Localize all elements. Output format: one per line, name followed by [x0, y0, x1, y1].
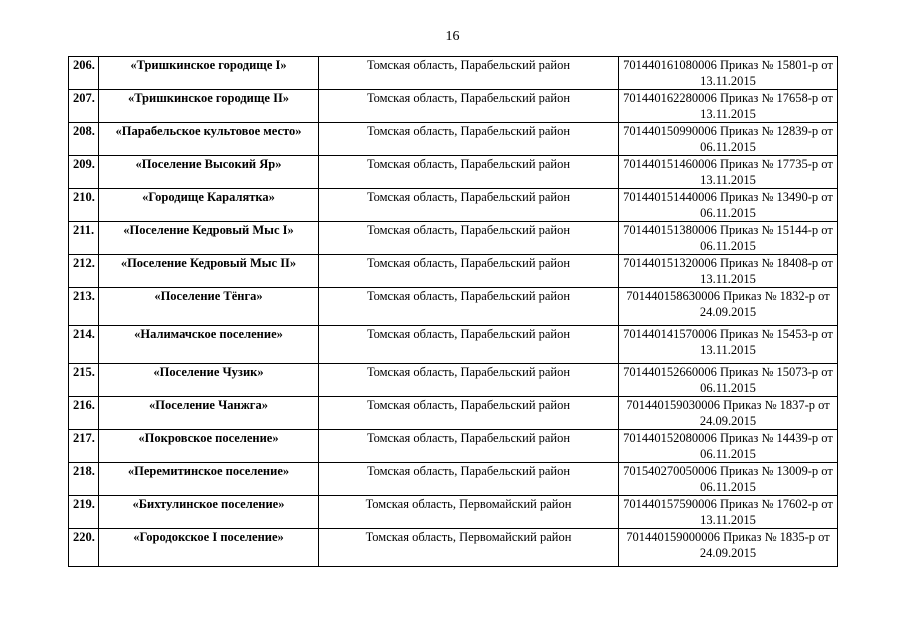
object-name: «Поселение Чанжга» — [99, 397, 319, 430]
object-location: Томская область, Парабельский район — [319, 222, 619, 255]
row-number: 212. — [69, 255, 99, 288]
table-row — [69, 463, 838, 496]
row-number: 219. — [69, 496, 99, 529]
object-name: «Поселение Кедровый Мыс II» — [99, 255, 319, 288]
object-location: Томская область, Парабельский район — [319, 364, 619, 397]
row-number: 220. — [69, 529, 99, 567]
registration-document: 701440151320006 Приказ № 18408-р от 13.11.2015 — [619, 255, 838, 288]
table-body — [69, 57, 838, 567]
object-location: Томская область, Парабельский район — [319, 90, 619, 123]
table-row — [69, 255, 838, 288]
object-name: «Городокское I поселение» — [99, 529, 319, 567]
table-row — [69, 189, 838, 222]
object-name: «Покровское поселение» — [99, 430, 319, 463]
row-number: 210. — [69, 189, 99, 222]
table-row — [69, 57, 838, 90]
object-name: «Перемитинское поселение» — [99, 463, 319, 496]
table-row — [69, 529, 838, 567]
object-location: Томская область, Парабельский район — [319, 189, 619, 222]
object-name: «Бихтулинское поселение» — [99, 496, 319, 529]
object-name: «Поселение Высокий Яр» — [99, 156, 319, 189]
object-name: «Тришкинское городище I» — [99, 57, 319, 90]
registration-document: 701440158630006 Приказ № 1832-р от 24.09.2015 — [619, 288, 838, 326]
object-name: «Городище Каралятка» — [99, 189, 319, 222]
row-number: 218. — [69, 463, 99, 496]
page-number: 16 — [445, 29, 460, 44]
table-row — [69, 364, 838, 397]
object-location: Томская область, Первомайский район — [319, 529, 619, 567]
registration-document: 701440151460006 Приказ № 17735-р от 13.11.2015 — [619, 156, 838, 189]
table-row — [69, 90, 838, 123]
row-number: 207. — [69, 90, 99, 123]
object-location: Томская область, Парабельский район — [319, 430, 619, 463]
row-number: 213. — [69, 288, 99, 326]
registration-document: 701440152660006 Приказ № 15073-р от 06.11.2015 — [619, 364, 838, 397]
object-location: Томская область, Парабельский район — [319, 156, 619, 189]
table-row — [69, 123, 838, 156]
object-location: Томская область, Парабельский район — [319, 288, 619, 326]
row-number: 214. — [69, 326, 99, 364]
object-name: «Поселение Кедровый Мыс I» — [99, 222, 319, 255]
row-number: 216. — [69, 397, 99, 430]
registration-document: 701440159030006 Приказ № 1837-р от 24.09.2015 — [619, 397, 838, 430]
row-number: 211. — [69, 222, 99, 255]
object-location: Томская область, Парабельский район — [319, 255, 619, 288]
registration-document: 701440151440006 Приказ № 13490-р от 06.11.2015 — [619, 189, 838, 222]
table-row — [69, 430, 838, 463]
registration-document: 701440159000006 Приказ № 1835-р от 24.09.2015 — [619, 529, 838, 567]
registration-document: 701440161080006 Приказ № 15801-р от 13.11.2015 — [619, 57, 838, 90]
registration-document: 701440151380006 Приказ № 15144-р от 06.11.2015 — [619, 222, 838, 255]
object-name: «Налимачское поселение» — [99, 326, 319, 364]
object-location: Томская область, Первомайский район — [319, 496, 619, 529]
row-number: 206. — [69, 57, 99, 90]
object-name: «Поселение Чузик» — [99, 364, 319, 397]
registration-document: 701440157590006 Приказ № 17602-р от 13.11.2015 — [619, 496, 838, 529]
registration-document: 701540270050006 Приказ № 13009-р от 06.11.2015 — [619, 463, 838, 496]
table-row — [69, 156, 838, 189]
object-location: Томская область, Парабельский район — [319, 326, 619, 364]
object-name: «Парабельское культовое место» — [99, 123, 319, 156]
registration-document: 701440141570006 Приказ № 15453-р от 13.11.2015 — [619, 326, 838, 364]
object-location: Томская область, Парабельский район — [319, 57, 619, 90]
object-name: «Тришкинское городище II» — [99, 90, 319, 123]
table-row — [69, 496, 838, 529]
table-row — [69, 397, 838, 430]
row-number: 208. — [69, 123, 99, 156]
table-row — [69, 222, 838, 255]
registration-document: 701440150990006 Приказ № 12839-р от 06.11.2015 — [619, 123, 838, 156]
row-number: 209. — [69, 156, 99, 189]
object-name: «Поселение Тёнга» — [99, 288, 319, 326]
row-number: 217. — [69, 430, 99, 463]
object-location: Томская область, Парабельский район — [319, 463, 619, 496]
table-row — [69, 288, 838, 326]
monuments-table — [68, 56, 838, 567]
object-location: Томская область, Парабельский район — [319, 123, 619, 156]
registration-document: 701440152080006 Приказ № 14439-р от 06.11.2015 — [619, 430, 838, 463]
object-location: Томская область, Парабельский район — [319, 397, 619, 430]
table-row — [69, 326, 838, 364]
row-number: 215. — [69, 364, 99, 397]
registration-document: 701440162280006 Приказ № 17658-р от 13.11.2015 — [619, 90, 838, 123]
